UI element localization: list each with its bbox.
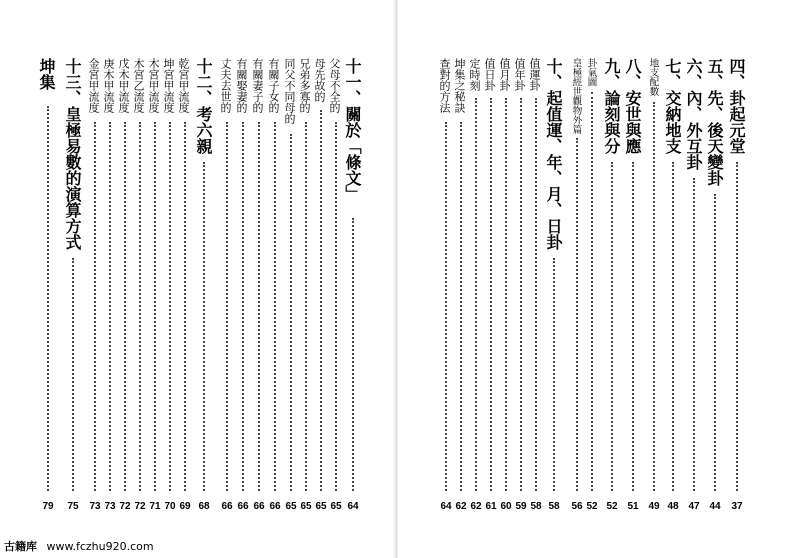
leader-dots — [169, 122, 171, 491]
toc-entry — [163, 58, 177, 528]
toc-entry — [103, 58, 117, 528]
leader-dots — [320, 110, 322, 491]
page-number: 66 — [221, 501, 233, 512]
page-number: 61 — [485, 501, 497, 512]
page-number: 73 — [104, 501, 116, 512]
leader-dots — [154, 122, 156, 491]
toc-entry — [664, 58, 682, 528]
toc-entry-text: 戊木甲流度 — [117, 58, 130, 113]
toc-entry-text: 值月卦 — [498, 58, 511, 91]
section-title: 坤集 — [37, 58, 56, 90]
toc-entry-text: 同父不同母的 — [283, 58, 296, 124]
toc-entry-text: 值年卦 — [513, 58, 526, 91]
leader-dots — [242, 122, 244, 491]
toc-entry-text: 十三、皇極易數的演算方式 — [63, 58, 82, 250]
toc-entry-text: 卦氣圖 — [585, 58, 597, 87]
page-number: 48 — [667, 501, 679, 512]
toc-entry-text: 六、內、外互卦 — [684, 58, 703, 170]
toc-entry — [118, 58, 132, 528]
toc-entry-text: 定時刻 — [468, 58, 481, 91]
toc-entry — [220, 58, 234, 528]
toc-entry-text: 值日卦 — [483, 58, 496, 91]
leader-dots — [305, 122, 307, 491]
toc-entry — [133, 58, 147, 528]
toc-entry-text: 坤宮甲流度 — [162, 58, 175, 113]
toc-entry-text: 父母不全的 — [328, 58, 341, 113]
toc-entry — [514, 58, 528, 528]
toc-entry-text: 十二、考六親 — [194, 58, 213, 154]
page-number: 65 — [315, 501, 327, 512]
leader-dots — [47, 106, 49, 491]
page-number: 56 — [571, 501, 583, 512]
leader-dots — [693, 178, 695, 491]
leader-dots — [714, 194, 716, 491]
toc-entry-text: 地支配數 — [647, 58, 659, 96]
toc-entry-text: 有關妻子的 — [251, 58, 264, 113]
toc-entry — [586, 58, 598, 528]
page-number: 52 — [606, 501, 618, 512]
leader-dots — [520, 98, 522, 491]
toc-entry-text: 八、安世與應 — [623, 58, 642, 154]
leader-dots — [535, 98, 537, 491]
page-number: 65 — [300, 501, 312, 512]
page-number: 59 — [515, 501, 527, 512]
page-number: 70 — [164, 501, 176, 512]
leader-dots — [184, 122, 186, 491]
page-number: 68 — [198, 501, 210, 512]
toc-entry-text: 九、論刻與分 — [602, 58, 621, 154]
toc-entry — [499, 58, 513, 528]
watermark-footer — [4, 538, 154, 554]
toc-entry — [685, 58, 703, 528]
toc-entry-text: 木宮乙流度 — [132, 58, 145, 113]
page-number: 79 — [42, 501, 54, 512]
leader-dots — [94, 122, 96, 491]
toc-entry-text: 坤集之秘訣 — [453, 58, 466, 113]
page-number: 71 — [149, 501, 161, 512]
page-number: 62 — [455, 501, 467, 512]
page-number: 72 — [119, 501, 131, 512]
leader-dots — [460, 122, 462, 491]
toc-entry — [299, 58, 313, 528]
page-number: 58 — [548, 501, 560, 512]
leader-dots — [445, 122, 447, 491]
toc-entry-text: 皇極經世觀物外篇 — [570, 58, 582, 134]
toc-entry — [624, 58, 642, 528]
leader-dots — [352, 218, 354, 491]
leader-dots — [258, 122, 260, 491]
toc-entry — [728, 58, 746, 528]
toc-entry-text: 母先故的 — [313, 58, 326, 102]
toc-entry — [284, 58, 298, 528]
toc-entry-text: 有關娶妻的 — [235, 58, 248, 113]
toc-entry — [178, 58, 192, 528]
page-number: 64 — [440, 501, 452, 512]
toc-entry — [545, 58, 563, 528]
leader-dots — [203, 162, 205, 491]
toc-entry — [469, 58, 483, 528]
page-number: 66 — [253, 501, 265, 512]
leader-dots — [611, 162, 613, 491]
toc-entry — [484, 58, 498, 528]
page-number: 64 — [347, 501, 359, 512]
toc-entry-text: 兄弟多寡的 — [298, 58, 311, 113]
toc-entry — [439, 58, 453, 528]
leader-dots — [335, 122, 337, 491]
toc-entry — [314, 58, 328, 528]
toc-entry-text: 查對的方法 — [438, 58, 451, 113]
page-number: 52 — [586, 501, 598, 512]
leader-dots — [653, 102, 655, 491]
leader-dots — [672, 162, 674, 491]
toc-entry-text: 金宮甲流度 — [87, 58, 100, 113]
toc-title-entry — [38, 58, 58, 528]
toc-entry — [344, 58, 362, 528]
leader-dots — [226, 122, 228, 491]
leader-dots — [290, 134, 292, 491]
toc-entry — [88, 58, 102, 528]
toc-entry — [252, 58, 266, 528]
page-number: 65 — [330, 501, 342, 512]
toc-entry — [571, 58, 583, 528]
right-page — [397, 0, 793, 558]
toc-entry — [236, 58, 250, 528]
page-number: 73 — [89, 501, 101, 512]
page-number: 69 — [179, 501, 191, 512]
toc-entry — [329, 58, 343, 528]
page-number: 65 — [285, 501, 297, 512]
toc-entry — [148, 58, 162, 528]
leader-dots — [72, 258, 74, 491]
toc-entry-text: 五、先、後天變卦 — [705, 58, 724, 186]
page-number: 37 — [731, 501, 743, 512]
toc-entry — [706, 58, 724, 528]
page-number: 44 — [709, 501, 721, 512]
page-number: 72 — [134, 501, 146, 512]
leader-dots — [124, 122, 126, 491]
leader-dots — [632, 162, 634, 491]
toc-entry-text: 有關子女的 — [267, 58, 280, 113]
page-number: 49 — [648, 501, 660, 512]
watermark-url: www.fczhu920.com — [46, 540, 154, 553]
leader-dots — [736, 162, 738, 491]
toc-entry-text: 丈夫去世的 — [219, 58, 232, 113]
leader-dots — [490, 98, 492, 491]
toc-entry-text: 七、交納地支 — [663, 58, 682, 154]
leader-dots — [475, 98, 477, 491]
leader-dots — [576, 138, 578, 491]
toc-entry-text: 庚木甲流度 — [102, 58, 115, 113]
page-number: 62 — [470, 501, 482, 512]
toc-entry-text: 四、卦起元堂 — [727, 58, 746, 154]
toc-entry — [603, 58, 621, 528]
page-number: 58 — [530, 501, 542, 512]
page-number: 66 — [269, 501, 281, 512]
page-number: 60 — [500, 501, 512, 512]
page-number: 66 — [237, 501, 249, 512]
leader-dots — [553, 258, 555, 491]
toc-entry-text: 木宮甲流度 — [147, 58, 160, 113]
page-number: 47 — [688, 501, 700, 512]
toc-entry — [648, 58, 660, 528]
leader-dots — [109, 122, 111, 491]
page-number: 51 — [627, 501, 639, 512]
leader-dots — [274, 122, 276, 491]
toc-entry-text: 十、起值運、年、月、日卦 — [544, 58, 563, 250]
toc-entry-text: 十一、關於「條文」 — [343, 58, 362, 202]
leader-dots — [505, 98, 507, 491]
toc-entry — [454, 58, 468, 528]
toc-entry-text: 值運卦 — [528, 58, 541, 91]
toc-entry-text: 乾宮甲流度 — [177, 58, 190, 113]
watermark-brand: 古籍库 — [4, 540, 37, 553]
toc-entry — [529, 58, 543, 528]
toc-entry — [268, 58, 282, 528]
toc-entry — [195, 58, 213, 528]
toc-entry — [64, 58, 82, 528]
leader-dots — [139, 122, 141, 491]
leader-dots — [591, 92, 593, 491]
page-number: 75 — [67, 501, 79, 512]
